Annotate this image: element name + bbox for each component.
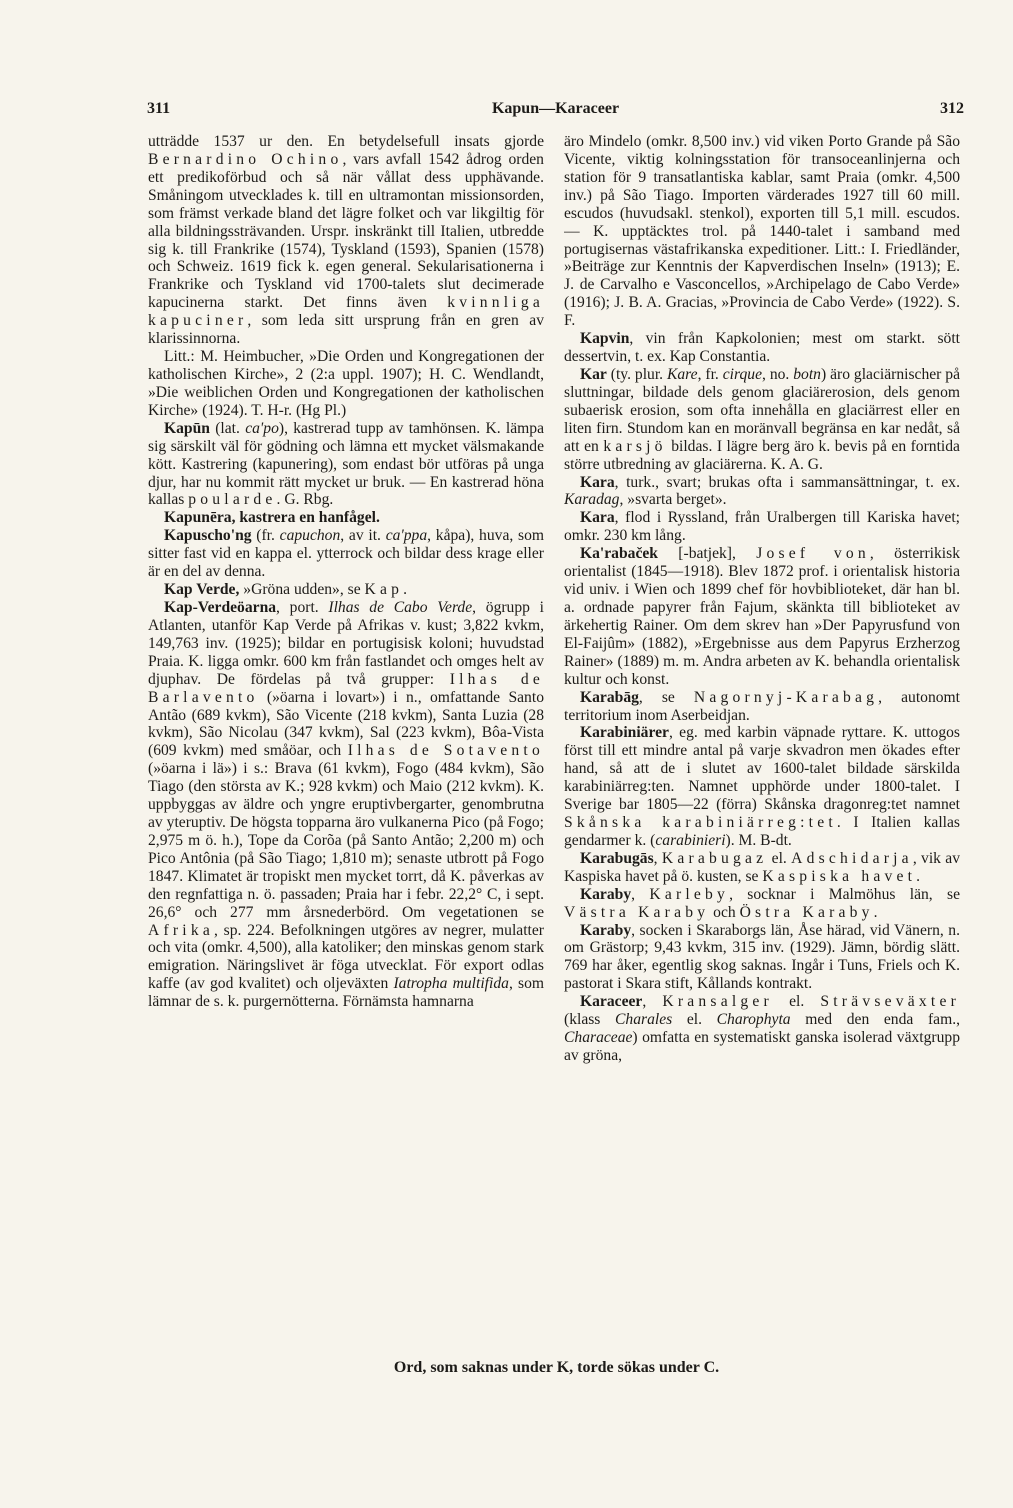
article-paragraph <box>148 348 544 420</box>
text-run: (»öarna i lä») i s.: Brava (61 kvkm), Fogo (484 kvkm), São Tiago (den största av K.; 928 kvkm) och Maio (212 kvkm). K. uppbyggas av äldre och yngre eruptivbergarter, genombrutna av yteruptiv. De högsta topparna äro vulkanerna Pico (på Fogo; 2,975 m ö. h.), Tope da Corõa (på Santo Antão; 2,200 m) och Pico Antônia (på São Tiago; 1,810 m); senaste utbrott på Fogo 1847. Klimatet är tropiskt men mycket torrt, då K. påverkas av den regnfattiga n. ö. passaden; Praia har i febr. 22,2° C, i sept. 26,6° och 277 mm årsnederbörd. Om vegetationen se <box>148 760 544 921</box>
text-run: , port. <box>276 598 329 616</box>
article-paragraph <box>564 993 960 1065</box>
entry-headword: Kap Verde, <box>164 581 244 599</box>
entry-headword: Kapuscho'ng <box>164 527 252 545</box>
entry-headword: Karabiniärer <box>580 724 669 742</box>
text-run: , fr. <box>697 365 723 383</box>
text-run: , eg. med karbin väpnade ryttare. K. uttogos först till ett mindre antal på varje skvadron men ökades efter hand, så att de i slutet av 1600-talet bildade särskilda karabiniärreg:ten. Namnet upphörde under 1800-talet. I Sverige bar 1805—22 (förra) Skånska dragonreg:tet namnet <box>564 724 960 814</box>
entry-headword: Ka'rabaček <box>580 545 658 563</box>
page-footer-note: Ord, som saknas under K, torde sökas under C. <box>393 1359 720 1376</box>
text-run: , av it. <box>340 527 386 545</box>
text-run: , som leda sitt ursprung från en gren av klarissinnorna. <box>148 312 544 348</box>
article-paragraph <box>564 474 960 510</box>
text-run: . G. Rbg. <box>276 491 334 509</box>
article-paragraph <box>564 133 960 330</box>
spaced-term: Adschidarja <box>791 849 913 867</box>
spaced-term: Strävseväxter <box>820 993 960 1011</box>
entry-headword: Karaby <box>580 921 632 939</box>
article-paragraph <box>564 922 960 994</box>
entry-headword: Karaby <box>580 885 632 903</box>
text-run: och <box>709 903 740 921</box>
page-number-left: 311 <box>147 100 171 117</box>
text-run: , se <box>638 688 694 706</box>
italic-term: ca'po <box>245 419 279 437</box>
text-run: . <box>916 867 921 885</box>
text-run: , vars avfall 1542 ådrog orden ett predikoförbud och så när vållat dess upphävande. Småningom utvecklades k. till en ultramontan missionsorden, som främst verkade bland det lägre folket och var likgiltig för alla bildningssträvanden. Urspr. inskränkt till Italien, utbredde sig k. till Frankrike (1574), Tyskland (1593), Spanien (1578) och Schweiz. 1619 fick k. egen general. Sekularisationerna i Frankrike och Tyskland vid 1700-talets slut decimerade kapucinerna starkt. Det finns även <box>148 150 544 312</box>
italic-term: Charales <box>615 1011 673 1029</box>
spaced-term: Kaspiska havet <box>762 867 917 885</box>
entry-headword: Kara <box>580 509 615 527</box>
spaced-term: kvinnliga kapuciner <box>148 294 544 330</box>
text-run: . <box>873 903 878 921</box>
spaced-term: poularde <box>188 491 277 509</box>
text-run: (lat. <box>209 419 246 437</box>
italic-term: ca'ppa <box>385 527 428 545</box>
spaced-term: Karleby <box>649 885 730 903</box>
text-run: , <box>653 849 662 867</box>
text-run: (»öarna i lovart») i n., omfattande Santo Antão (689 kvkm), São Vicente (218 kvkm), Santa Luzia (28 kvkm), São Nicolau (347 kvkm), Sal (223 kvkm), Bôa-Vista (609 kvkm) med småöar, och <box>148 688 544 760</box>
entry-headword: Kapvin <box>580 330 630 348</box>
right-column <box>564 133 960 1358</box>
text-run: el. <box>772 993 821 1011</box>
spaced-term: Karabugaz <box>661 849 768 867</box>
article-paragraph <box>564 509 960 545</box>
article-paragraph <box>148 420 544 510</box>
text-run: . <box>403 581 408 599</box>
italic-term: Karadag <box>564 491 620 509</box>
text-run: utträdde 1537 ur den. En betydelsefull insats gjorde <box>148 133 544 150</box>
text-run: (fr. <box>251 527 280 545</box>
text-run: , sp. 224. Befolkningen utgöres av negrer, mulatter och vita (omkr. 4,500), alla katoliker; den minskas genom stark emigration. Näringslivet är föga utvecklat. För export odlas kaffe (av god kvalitet) och oljeväxten <box>148 921 544 993</box>
text-run: , socken i Skaraborgs län, Åse härad, vid Vänern, n. om Grästorp; 9,43 kvkm, 315 inv. (1929). Jämn, bördig slätt. 769 har åker, egentlig skog saknas. Ingår i Tuns, Friels och K. pastorat i Skara stift, Kållands kontrakt. <box>564 921 960 993</box>
entry-headword: Karabugās <box>580 849 654 867</box>
spaced-term: Östra Karaby <box>739 903 874 921</box>
spaced-term: Skånska karabiniärreg:tet <box>564 814 837 832</box>
entry-headword: Kara <box>580 473 615 491</box>
text-run: , turk., svart; brukas ofta i sammansättningar, t. ex. <box>614 473 960 491</box>
page-header <box>147 100 964 122</box>
spaced-term: Nagornyj-Karabag <box>693 688 879 706</box>
italic-term: capuchon <box>279 527 341 545</box>
text-run: , socknar i Malmöhus län, se <box>729 885 960 903</box>
text-run: , <box>631 885 650 903</box>
text-run: , <box>642 993 663 1011</box>
text-run: , vik av Kaspiska havet på ö. kusten, se <box>564 849 960 885</box>
italic-term: Charophyta <box>716 1011 791 1029</box>
spaced-term: karsjö <box>603 437 667 455</box>
text-run: , »svarta berget». <box>619 491 727 509</box>
article-paragraph <box>148 527 544 581</box>
running-title: Kapun—Karaceer <box>491 100 620 117</box>
italic-term: Kare <box>666 365 698 383</box>
text-run: . I Italien kallas gendarmer k. ( <box>564 814 960 849</box>
italic-term: Characeae <box>564 1029 633 1047</box>
text-run: Litt.: M. Heimbucher, »Die Orden und Kongregationen der katholischen Kirche», 2 (2:a uppl. 1907); H. C. Wendlandt, »Die weiblichen Orden und Kongregationen der katholischen Kirche» (1924). T. H-r. (Hg Pl.) <box>148 348 544 419</box>
left-column <box>148 133 544 1358</box>
text-run: med den enda fam., <box>790 1011 960 1029</box>
spaced-term: Västra Karaby <box>564 903 710 921</box>
entry-headword: Karaceer <box>580 993 643 1011</box>
entry-headword: Kapunēra, kastrera en hanfågel. <box>164 509 380 527</box>
article-paragraph <box>564 366 960 474</box>
spaced-term: Kap <box>364 581 404 599</box>
spaced-term: Afrika <box>148 921 214 939</box>
text-run: (klass <box>564 1011 616 1029</box>
entry-headword: Kap-Verdeöarna <box>164 598 277 616</box>
text-run: bildas. I lägre berg äro k. bevis på en forntida större utbredning av glaciärerna. K. A. G. <box>564 437 960 473</box>
spaced-term: Kransalger <box>662 993 773 1011</box>
text-run: »Gröna udden», se <box>243 581 365 599</box>
article-paragraph <box>564 689 960 725</box>
article-paragraph <box>564 545 960 688</box>
text-run: , vin från Kapkolonien; mest om starkt. sött dessertvin, t. ex. Kap Constantia. <box>564 330 960 366</box>
italic-term: botn <box>793 365 821 383</box>
italic-term: carabinieri <box>655 831 726 849</box>
text-run: ), kastrerad tupp av tamhönsen. K. lämpa sig särskilt väl för gödning och lämna ett mycket välsmakande kött. Kastrering (kapunering), som endast bör utföras på unga djur, har nu kommit rätt mycket ur bruk. — En kastrerad höna kallas <box>148 419 544 509</box>
article-paragraph <box>148 581 544 599</box>
spaced-term: Josef von <box>756 545 870 563</box>
text-run: ). M. B-dt. <box>725 831 792 849</box>
text-run: , österrikisk orientalist (1845—1918). Blev 1872 prof. i orientalisk historia vid univ. i Wien och 1899 chef för hovbiblioteket, där han bl. a. ordnade papyrer från Fajum, skänkta till biblioteket av ärkehertig Rainer. Om dem skrev han »Der Papyrusfund von El-Faijûm» (1882), »Ergebnisse aus dem Papyrus Erzherzog Rainer» (1889) m. m. Andra arbeten av K. behandla orientalisk kultur och konst. <box>564 545 960 688</box>
text-run: äro Mindelo (omkr. 8,500 inv.) vid viken Porto Grande på São Vicente, viktig kolningsstation för transoceanlinjerna och station för 9 transatlantiska kablar, samt Praia (omkr. 4,500 inv.) på São Tiago. Importen värderades 1927 till 60 mill. escudos (huvudsakl. stenkol), exporten till 5,1 mill. escudos. — K. upptäcktes trol. på 1440-talet i samband med portugisernas västafrikanska expeditioner. Litt.: I. Friedländer, »Beiträge zur Kenntnis der Kapverdischen Inseln» (1913); E. J. de Carvalho e Vasconcellos, »Archipelago de Cabo Verde» (1916); J. B. A. Gracias, »Provincia de Cabo Verde» (1922). S. F. <box>564 133 960 330</box>
article-paragraph <box>564 886 960 922</box>
text-run: ) äro glaciärnischer på sluttningar, bildade dels genom glaciärerosion, dels genom subaerisk erosion, som ofta innehålla en glaciärrest eller en liten firn. Stundom kan en moränvall begränsa en kar nedåt, så att en <box>564 365 960 455</box>
entry-headword: Karabāg <box>580 688 639 706</box>
article-paragraph <box>564 850 960 886</box>
spaced-term: Ilhas de Barlavento <box>148 670 544 706</box>
italic-term: Iatropha multifida <box>393 975 509 993</box>
text-run: el. <box>672 1011 717 1029</box>
text-run: , som lämnar de s. k. purgernötterna. Förnämsta hamnarna <box>148 975 544 1011</box>
spaced-term: Ilhas de Sotavento <box>347 742 544 760</box>
text-run: el. <box>767 849 792 867</box>
text-run: , no. <box>762 365 794 383</box>
article-paragraph <box>148 509 544 527</box>
article-paragraph <box>148 599 544 1011</box>
entry-headword: Kapūn <box>164 419 210 437</box>
text-run: , autonomt territorium inom Aserbeidjan. <box>564 688 960 724</box>
page-number-right: 312 <box>940 100 964 117</box>
text-run: [-batjek], <box>657 545 757 563</box>
entry-headword: Kar <box>580 365 607 383</box>
italic-term: cirque <box>722 365 763 383</box>
text-run: (ty. plur. <box>606 365 667 383</box>
article-paragraph <box>564 330 960 366</box>
article-paragraph <box>564 724 960 849</box>
italic-term: Ilhas de Cabo Verde <box>328 598 473 616</box>
text-run: , flod i Ryssland, från Uralbergen till Kariska havet; omkr. 230 km lång. <box>564 509 960 545</box>
text-run: , ögrupp i Atlanten, utanför Kap Verde på Afrikas v. kust; 3,822 kvkm, 149,763 inv. (1925); bildar en portugisisk koloni; huvudstad Praia. K. ligga omkr. 600 km från fastlandet och omges helt av djuphav. De fördelas på två grupper: <box>148 598 544 688</box>
spaced-term: Bernardino Ochino <box>148 150 343 168</box>
text-run: , kåpa), huva, som sitter fast vid en kappa el. ytterrock och bildar dess krage eller är en del av denna. <box>148 527 544 581</box>
article-paragraph <box>148 133 544 348</box>
text-run: ) omfatta en systematiskt ganska isolerad växtgrupp av gröna, <box>564 1029 960 1065</box>
